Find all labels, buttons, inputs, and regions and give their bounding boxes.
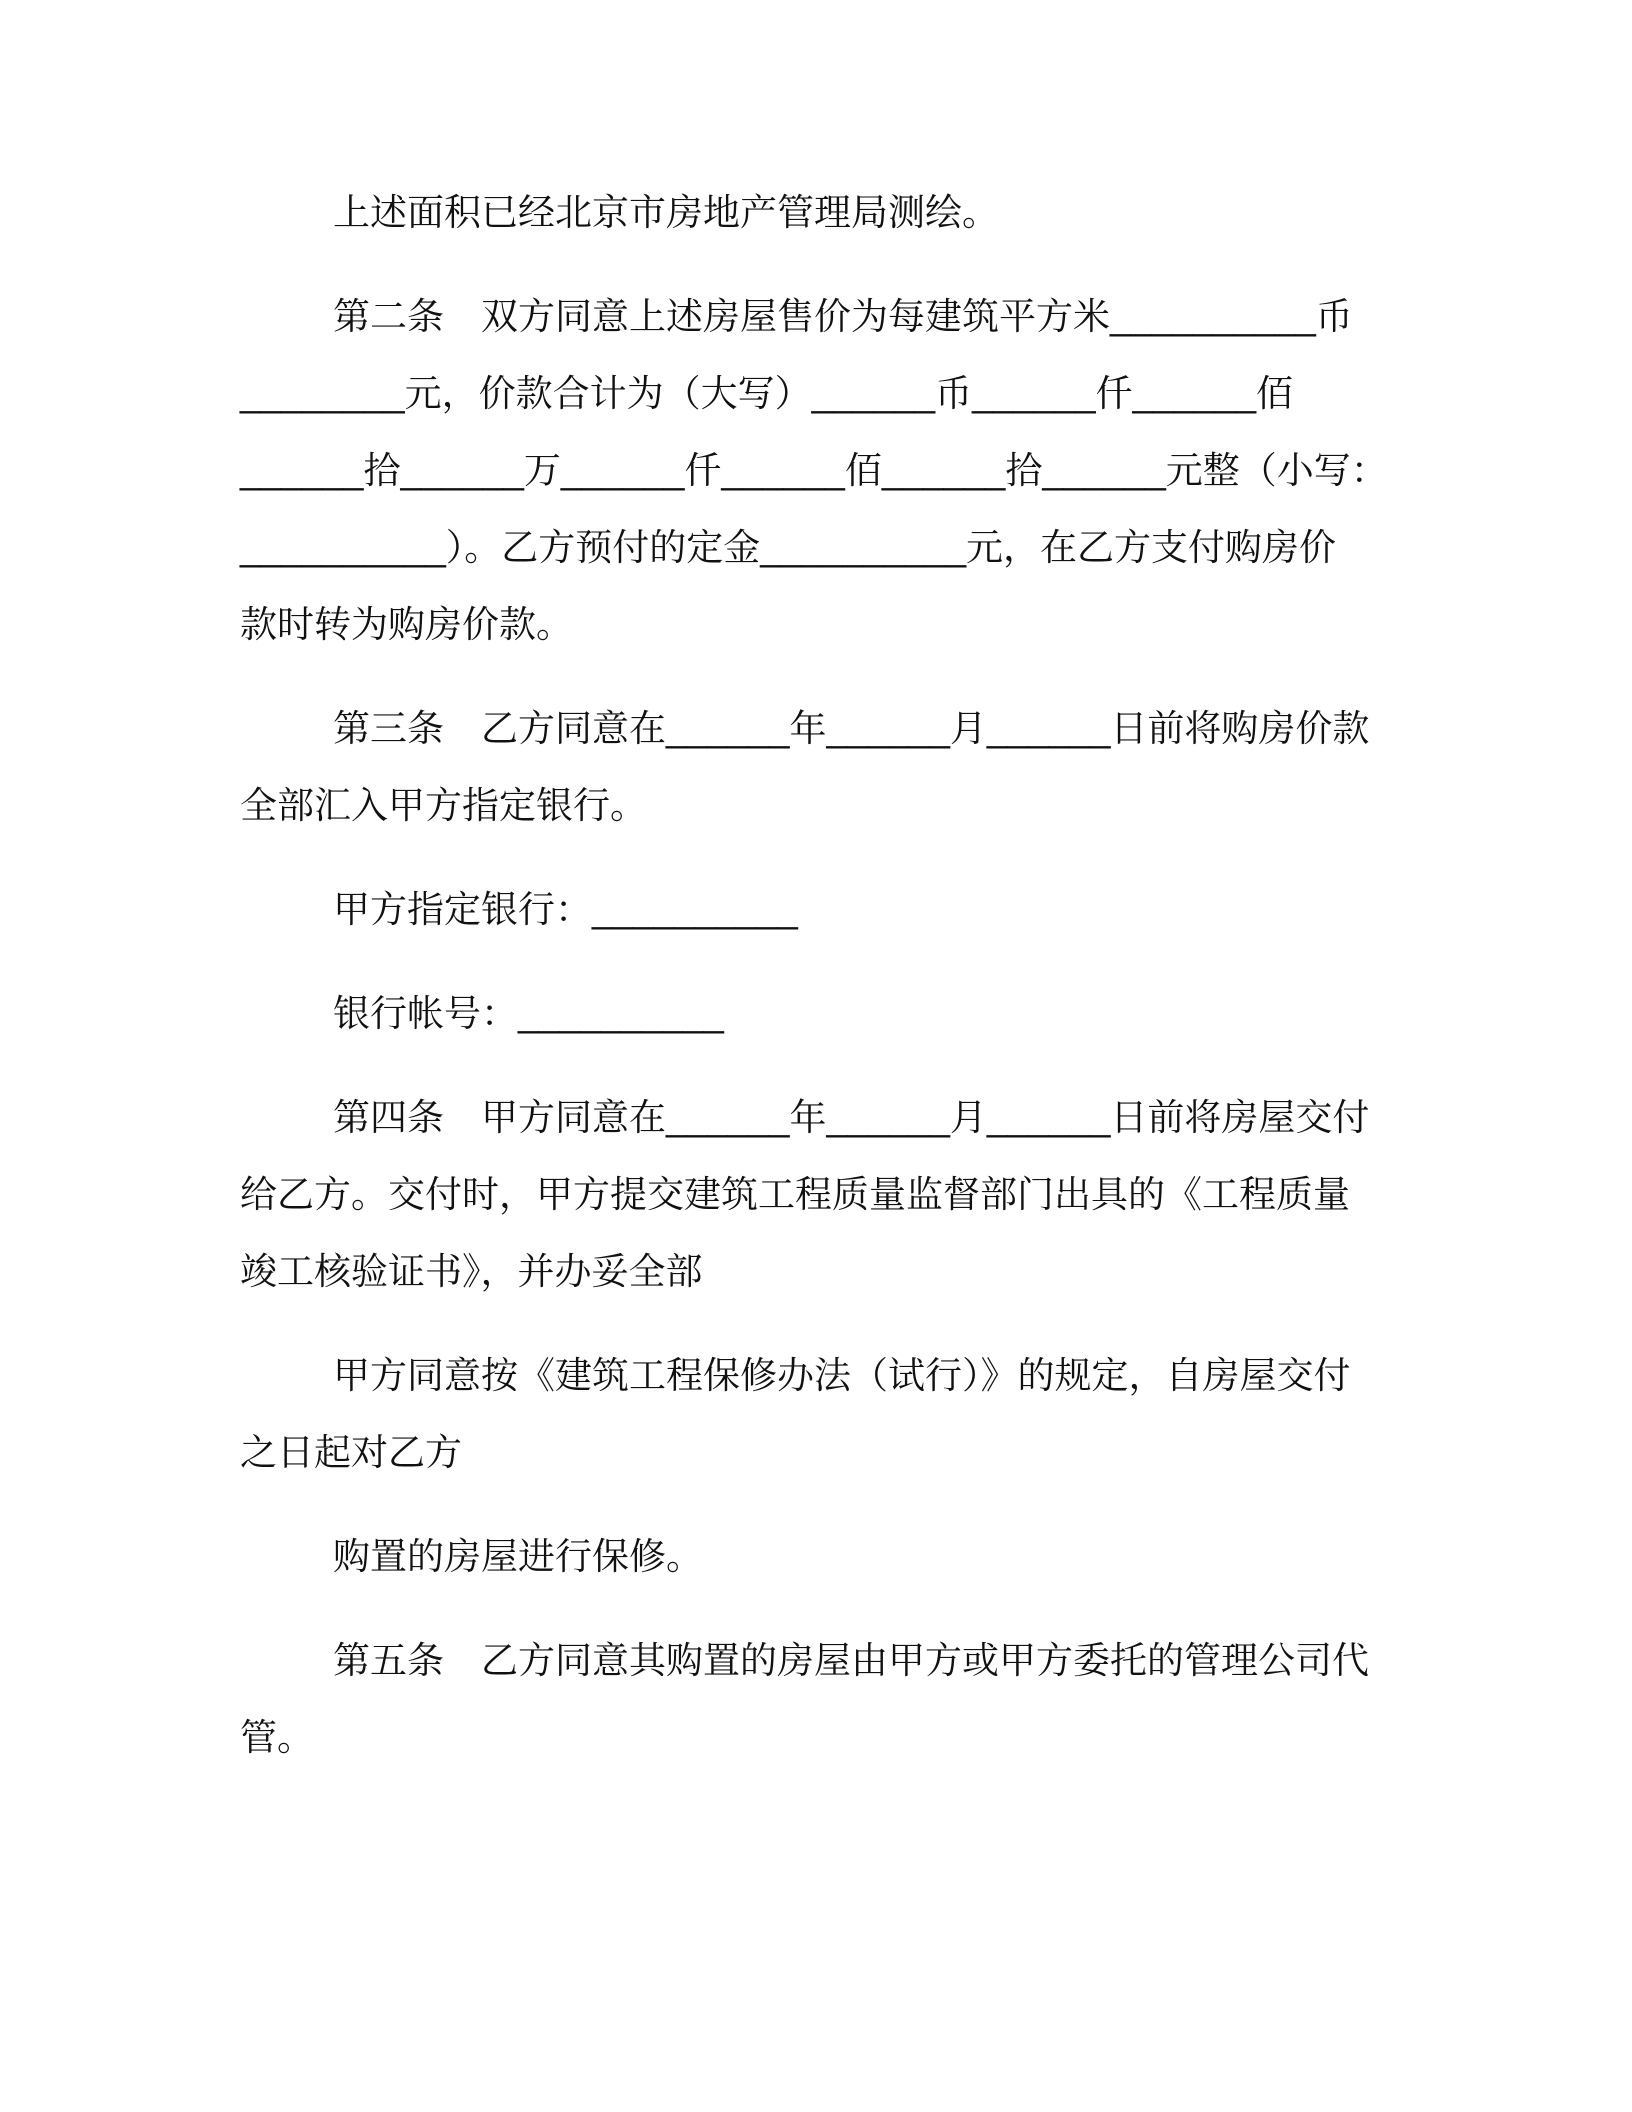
text-line: __________）。乙方预付的定金__________元，在乙方支付购房价 — [240, 527, 1337, 568]
text-line: 给乙方。交付时，甲方提交建筑工程质量监督部门出具的《工程质量 — [240, 1174, 1350, 1215]
text-line: 甲方同意按《建筑工程保修办法（试行）》的规定，自房屋交付 — [333, 1355, 1351, 1396]
paragraph-article-3 — [240, 690, 1432, 844]
text-line: 全部汇入甲方指定银行。 — [240, 785, 647, 826]
text-line: ______拾______万______仟______佰______拾______元整（小写： — [240, 450, 1388, 491]
text-line: 甲方指定银行：__________ — [333, 889, 798, 930]
text-line: 银行帐号：__________ — [333, 993, 724, 1034]
text-line: 之日起对乙方 — [240, 1432, 462, 1473]
paragraph-designated-bank — [240, 871, 1432, 948]
paragraph-warranty-continued — [240, 1518, 1432, 1595]
paragraph-warranty — [240, 1337, 1432, 1491]
text-line: 购置的房屋进行保修。 — [333, 1536, 703, 1577]
text-line: 款时转为购房价款。 — [240, 604, 573, 645]
text-line: 竣工核验证书》，并办妥全部 — [240, 1251, 703, 1292]
text-line: ________元，价款合计为（大写）______币______仟______佰 — [240, 373, 1294, 414]
text-line: 第三条 乙方同意在______年______月______日前将购房价款 — [333, 708, 1370, 749]
paragraph-article-2 — [240, 278, 1432, 663]
text-line: 上述面积已经北京市房地产管理局测绘。 — [333, 192, 999, 233]
paragraph-article-4 — [240, 1079, 1432, 1310]
text-line: 第四条 甲方同意在______年______月______日前将房屋交付 — [333, 1097, 1370, 1138]
paragraph-survey-note — [240, 174, 1432, 251]
text-line: 管。 — [240, 1717, 314, 1758]
text-line: 第二条 双方同意上述房屋售价为每建筑平方米__________币 — [333, 296, 1353, 337]
text-line: 第五条 乙方同意其购置的房屋由甲方或甲方委托的管理公司代 — [333, 1640, 1369, 1681]
paragraph-bank-account — [240, 975, 1432, 1052]
paragraph-article-5 — [240, 1622, 1432, 1776]
